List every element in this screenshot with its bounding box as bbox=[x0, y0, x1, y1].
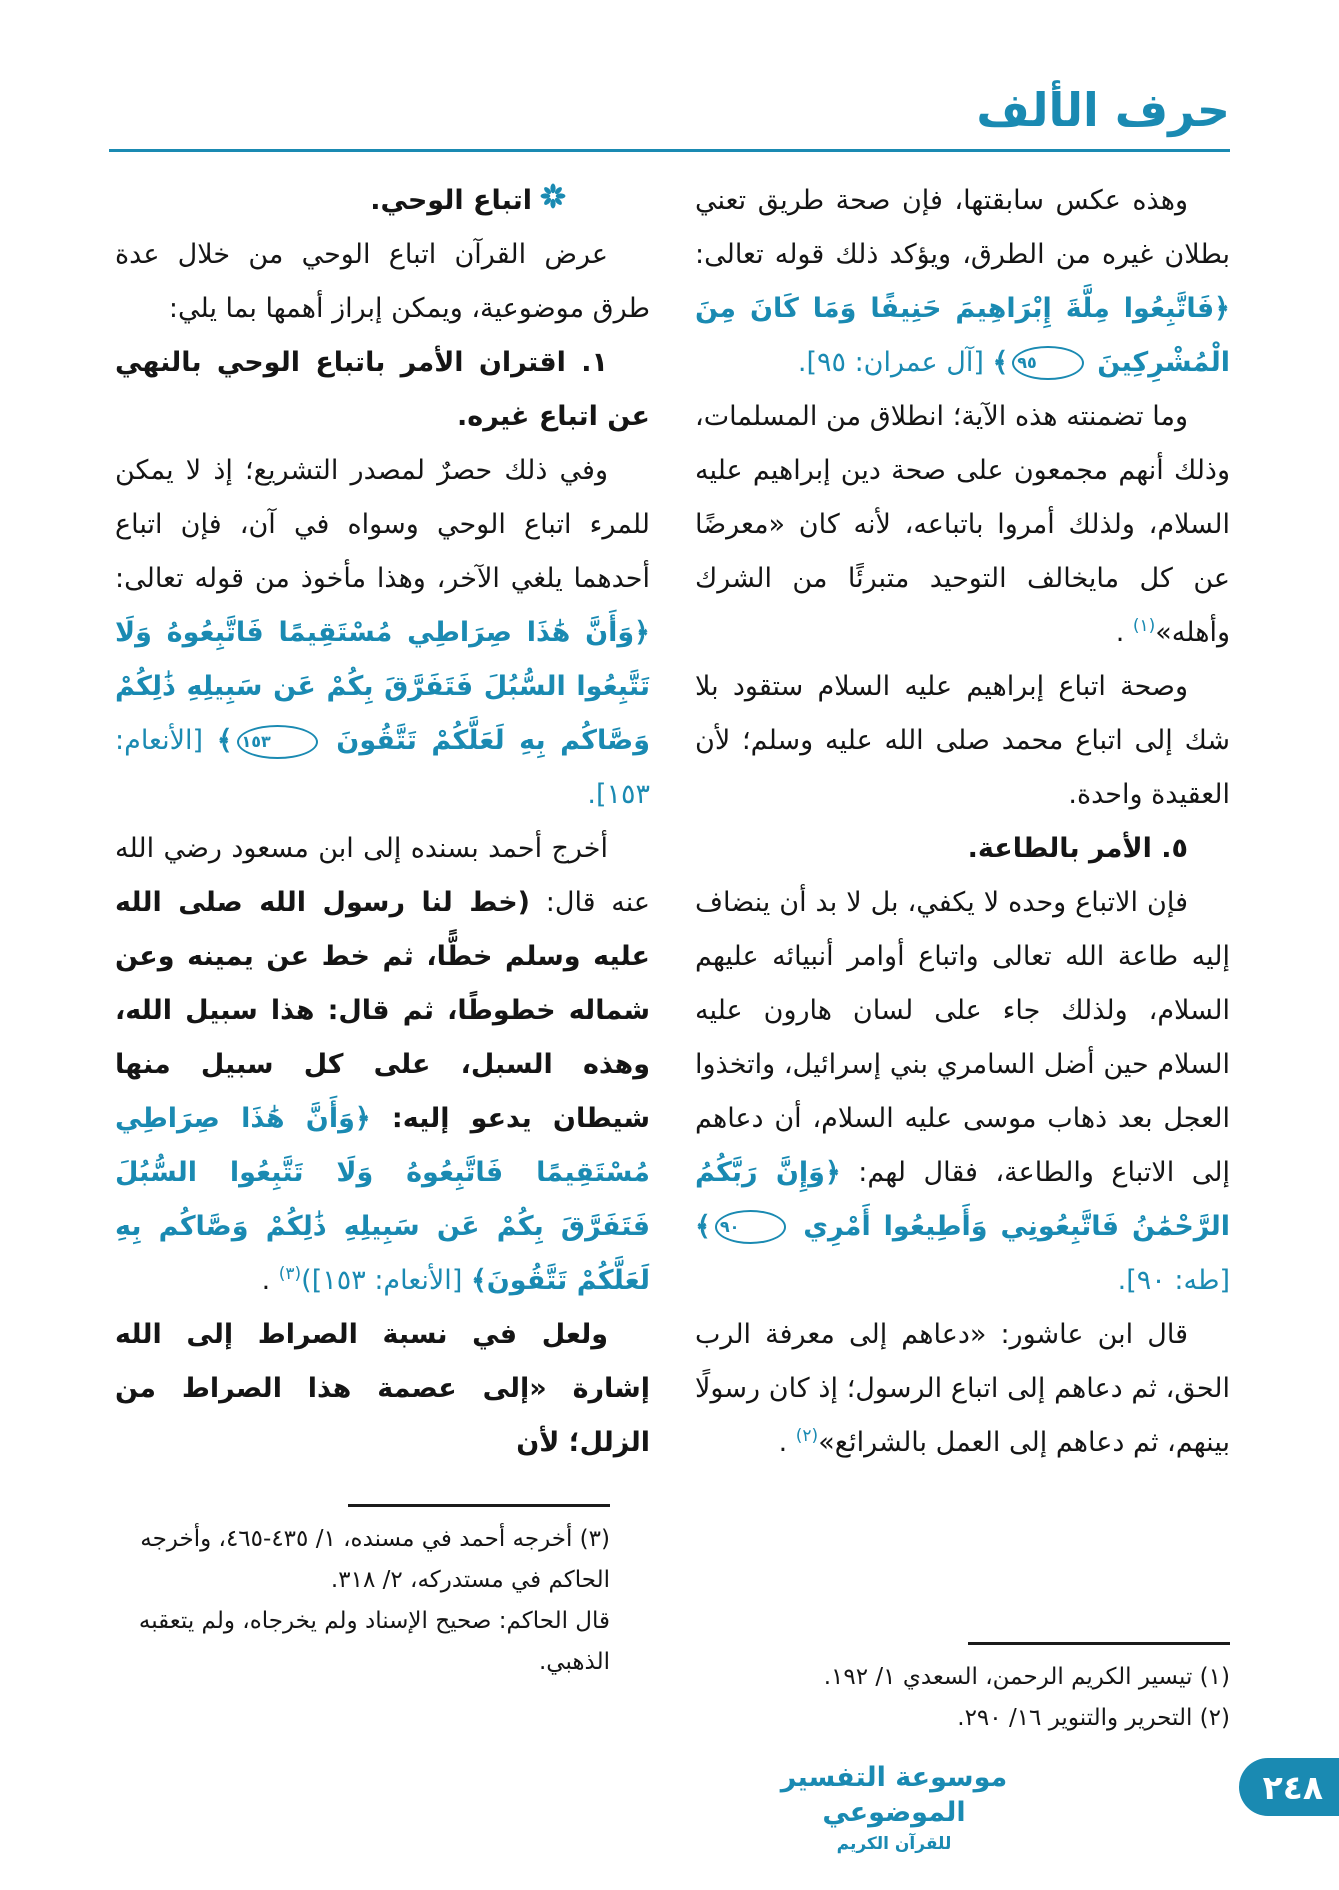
paragraph bbox=[695, 390, 1230, 660]
paragraph bbox=[695, 660, 1230, 822]
page-number-badge bbox=[1239, 1758, 1339, 1816]
chapter-title: حرف الألف bbox=[976, 83, 1230, 137]
body-text: فإن الاتباع وحده لا يكفي، بل لا بد أن ينضاف إليه طاعة الله تعالى واتباع أوامر أنبيائه عليهم السلام، ولذلك جاء على لسان هارون عليه السلام حين أضل السامري بني إسرائيل، واتخذوا العجل بعد ذهاب موسى عليه السلام، أن دعاهم إلى الاتباع والطاعة، فقال لهم: bbox=[695, 886, 1230, 1188]
quran-verse: ﴿وَأَنَّ هَٰذَا صِرَاطِي مُسْتَقِيمًا فَاتَّبِعُوهُ وَلَا تَتَّبِعُوا السُّبُلَ فَتَفَرَّقَ بِكُمْ عَن سَبِيلِهِ ذَٰلِكُمْ وَصَّاكُم بِهِ لَعَلَّكُمْ تَتَّقُونَ bbox=[115, 617, 650, 757]
paragraph bbox=[695, 174, 1230, 390]
paragraph bbox=[115, 228, 650, 336]
body-text: ولعل في نسبة الصراط إلى الله إشارة «إلى عصمة هذا الصراط من الزلل؛ لأن bbox=[115, 1319, 650, 1459]
page-number: ٢٤٨ bbox=[1262, 1767, 1323, 1807]
quran-verse: ﴿وَإِنَّ رَبَّكُمُ الرَّحْمَٰنُ فَاتَّبِعُونِي وَأَطِيعُوا أَمْرِي bbox=[695, 1156, 1230, 1242]
left-column bbox=[115, 174, 650, 1739]
footnote-marker: (١) bbox=[1132, 615, 1156, 636]
verse-reference: [آل عمران: ٩٥]. bbox=[797, 346, 993, 378]
body-text: عرض القرآن اتباع الوحي من خلال عدة طرق موضوعية، ويمكن إبراز أهمها بما يلي: bbox=[115, 239, 650, 325]
quran-verse: ﴿فَاتَّبِعُوا مِلَّةَ إِبْرَاهِيمَ حَنِيفًا وَمَا كَانَ مِنَ الْمُشْرِكِينَ bbox=[695, 292, 1230, 378]
footnote-marker: (٢) bbox=[795, 1425, 819, 1446]
heading-text: اتباع الوحي. bbox=[370, 184, 532, 216]
ayah-number-ornament: ١٥٣ bbox=[237, 725, 318, 759]
logo-title: موسوعة التفسير الموضوعي bbox=[780, 1761, 1008, 1828]
body-text: أخرج أحمد بسنده إلى ابن مسعود رضي الله عنه قال: bbox=[115, 833, 651, 919]
body-text: . bbox=[778, 1426, 796, 1458]
footnote: (٢) التحرير والتنوير ١٦/ ٢٩٠. bbox=[957, 1704, 1230, 1731]
quran-close-bracket: ﴾ bbox=[695, 1210, 711, 1242]
paragraph bbox=[115, 822, 650, 1308]
page-header bbox=[0, 0, 1339, 152]
hadith-text: (خط لنا رسول الله صلى الله عليه وسلم خطًّا، ثم خط عن يمينه وعن شماله خطوطًا، ثم قال: هذا سبيل الله، وهذه السبل، على كل سبيل منها شيطان يدعو إليه: bbox=[115, 887, 650, 1135]
paragraph bbox=[115, 1308, 650, 1470]
body-text: وصحة اتباع إبراهيم عليه السلام ستقود بلا شك إلى اتباع محمد صلى الله عليه وسلم؛ لأن العقيدة واحدة. bbox=[695, 670, 1230, 810]
footnotes-left bbox=[115, 1484, 650, 1683]
ayah-number-ornament: ٩٠ bbox=[715, 1210, 787, 1244]
verse-reference: [طه: ٩٠]. bbox=[1117, 1264, 1230, 1296]
section-heading bbox=[695, 822, 1230, 876]
quran-close-bracket: ﴾ bbox=[992, 346, 1009, 378]
footnote: قال الحاكم: صحيح الإسناد ولم يخرجاه، ولم يتعقبه الذهبي. bbox=[138, 1608, 610, 1676]
quran-close-bracket: ﴾ bbox=[216, 725, 233, 757]
body-text: . bbox=[261, 1265, 279, 1297]
body-text: وفي ذلك حصرٌ لمصدر التشريع؛ إذ لا يمكن للمرء اتباع الوحي وسواه في آن، فإن اتباع أحدهما يلغي الآخر، وهذا مأخوذ من قوله تعالى: bbox=[115, 455, 650, 595]
right-column bbox=[695, 174, 1230, 1739]
footnote-separator-rule bbox=[348, 1504, 610, 1507]
topic-heading bbox=[115, 174, 650, 229]
paragraph bbox=[695, 1308, 1230, 1470]
body-text: قال ابن عاشور: «دعاهم إلى معرفة الرب الحق، ثم دعاهم إلى اتباع الرسول؛ إذ كان رسولًا بينهم، ثم دعاهم إلى العمل بالشرائع» bbox=[695, 1318, 1230, 1458]
quran-verse: ﴿وَأَنَّ هَٰذَا صِرَاطِي مُسْتَقِيمًا فَاتَّبِعُوهُ وَلَا تَتَّبِعُوا السُّبُلَ فَتَفَرَّقَ بِكُمْ عَن سَبِيلِهِ ذَٰلِكُمْ وَصَّاكُم بِهِ لَعَلَّكُمْ تَتَّقُونَ﴾ bbox=[115, 1103, 650, 1297]
footnote-marker: (٣) bbox=[278, 1264, 302, 1285]
verse-reference: [الأنعام: ١٥٣]. bbox=[115, 725, 650, 811]
heading-text: ١. اقتران الأمر باتباع الوحي بالنهي عن اتباع غيره. bbox=[115, 347, 650, 433]
ayah-number-ornament: ٩٥ bbox=[1012, 346, 1084, 380]
publisher-logo bbox=[769, 1760, 1019, 1854]
header-divider-rule bbox=[109, 149, 1230, 152]
heading-text: ٥. الأمر بالطاعة. bbox=[967, 832, 1188, 864]
body-text: . bbox=[1115, 616, 1133, 648]
logo-subtitle: للقرآن الكريم bbox=[836, 1834, 952, 1854]
body-text: وهذه عكس سابقتها، فإن صحة طريق تعني بطلان غيره من الطرق، ويؤكد ذلك قوله تعالى: bbox=[695, 184, 1230, 270]
footnote-separator-rule bbox=[968, 1642, 1230, 1645]
footnote: (٣) أخرجه أحمد في مسنده، ١/ ٤٣٥-٤٦٥، وأخرجه الحاكم في مستدركه، ٢/ ٣١٨. bbox=[140, 1526, 610, 1594]
verse-reference: [الأنعام: ١٥٣]) bbox=[301, 1265, 471, 1297]
paragraph bbox=[115, 444, 650, 822]
footnote: (١) تيسير الكريم الرحمن، السعدي ١/ ١٩٢. bbox=[823, 1663, 1230, 1690]
body-text: وما تضمنته هذه الآية؛ انطلاق من المسلمات، وذلك أنهم مجمعون على صحة دين إبراهيم عليه السلام، ولذلك أمروا باتباعه، لأنه كان «معرضًا عن كل مايخالف التوحيد متبرئًا من الشرك وأهله» bbox=[695, 400, 1230, 648]
text-columns bbox=[0, 174, 1339, 1739]
numbered-heading bbox=[115, 336, 650, 444]
footnotes-right bbox=[695, 1622, 1230, 1739]
paragraph bbox=[695, 876, 1230, 1308]
flower-ornament-icon bbox=[540, 174, 608, 228]
